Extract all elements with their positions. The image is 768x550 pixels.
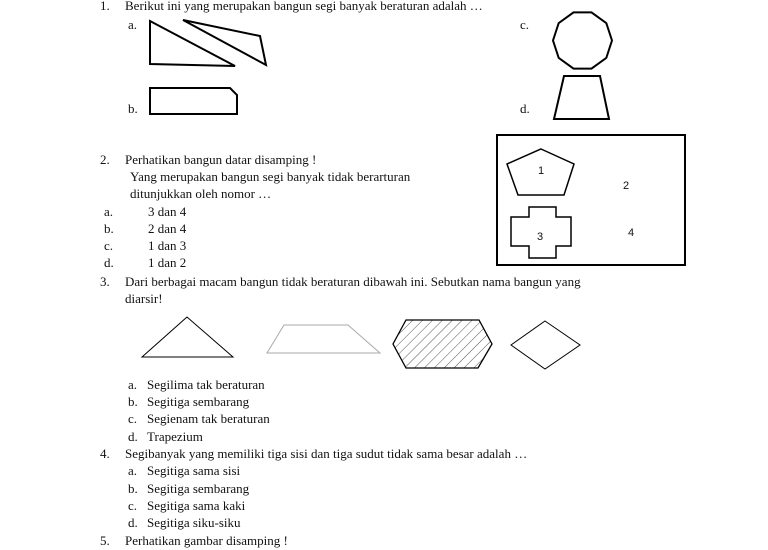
q3-option-b-letter: b.	[128, 394, 138, 409]
q3-option-a-letter: a.	[128, 377, 138, 392]
q2-line2: Yang merupakan bangun segi banyak tidak berarturan	[130, 169, 411, 184]
q4-option-a-letter: a.	[128, 463, 138, 478]
q1-option-c-letter: c.	[520, 17, 530, 32]
q2-option-c-text: 1 dan 3	[148, 238, 187, 253]
q3-option-c-text: Segienam tak beraturan	[147, 411, 270, 426]
q4-option-c-letter: c.	[128, 498, 138, 513]
q2-option-b-letter: b.	[104, 221, 114, 236]
q2-option-a-text: 3 dan 4	[148, 204, 187, 219]
q1-option-d-letter: d.	[520, 101, 530, 116]
q4-option-b-text: Segitiga sembarang	[147, 481, 250, 496]
q1-number: 1.	[100, 0, 110, 13]
q2-option-b-text: 2 dan 4	[148, 221, 187, 236]
q2-option-d-letter: d.	[104, 255, 114, 270]
q2-figure-label-3: 3	[537, 231, 544, 243]
q2-option-a-letter: a.	[104, 204, 114, 219]
q5-text: Perhatikan gambar disamping !	[125, 533, 288, 548]
q1-option-b-letter: b.	[128, 101, 138, 116]
q2-figure-label-1: 1	[538, 165, 545, 177]
q2-line3: ditunjukkan oleh nomor …	[130, 186, 272, 201]
q4-number: 4.	[100, 446, 110, 461]
q4-option-d-text: Segitiga siku-siku	[147, 515, 241, 530]
q2-number: 2.	[100, 152, 110, 167]
q3-line2: diarsir!	[125, 291, 163, 306]
q3-number: 3.	[100, 274, 110, 289]
q3-option-a-text: Segilima tak beraturan	[147, 377, 265, 392]
q2-line1: Perhatikan bangun datar disamping !	[125, 152, 317, 167]
q4-text: Segibanyak yang memiliki tiga sisi dan tiga sudut tidak sama besar adalah …	[125, 446, 528, 461]
q3-option-d-text: Trapezium	[147, 429, 203, 444]
q3-option-c-letter: c.	[128, 411, 138, 426]
q4-option-b-letter: b.	[128, 481, 138, 496]
q2-figure-label-4: 4	[628, 227, 635, 239]
q2-figure-label-2: 2	[623, 180, 630, 192]
q3-option-d-letter: d.	[128, 429, 138, 444]
q3-line1: Dari berbagai macam bangun tidak beraturan dibawah ini. Sebutkan nama bangun yang	[125, 274, 581, 289]
q1-text: Berikut ini yang merupakan bangun segi banyak beraturan adalah …	[125, 0, 483, 13]
q4-option-c-text: Segitiga sama kaki	[147, 498, 246, 513]
q2-option-d-text: 1 dan 2	[148, 255, 187, 270]
q2-option-c-letter: c.	[104, 238, 114, 253]
q1-option-a-letter: a.	[128, 17, 138, 32]
q5-number: 5.	[100, 533, 110, 548]
q4-option-d-letter: d.	[128, 515, 138, 530]
q4-option-a-text: Segitiga sama sisi	[147, 463, 241, 478]
q3-option-b-text: Segitiga sembarang	[147, 394, 250, 409]
